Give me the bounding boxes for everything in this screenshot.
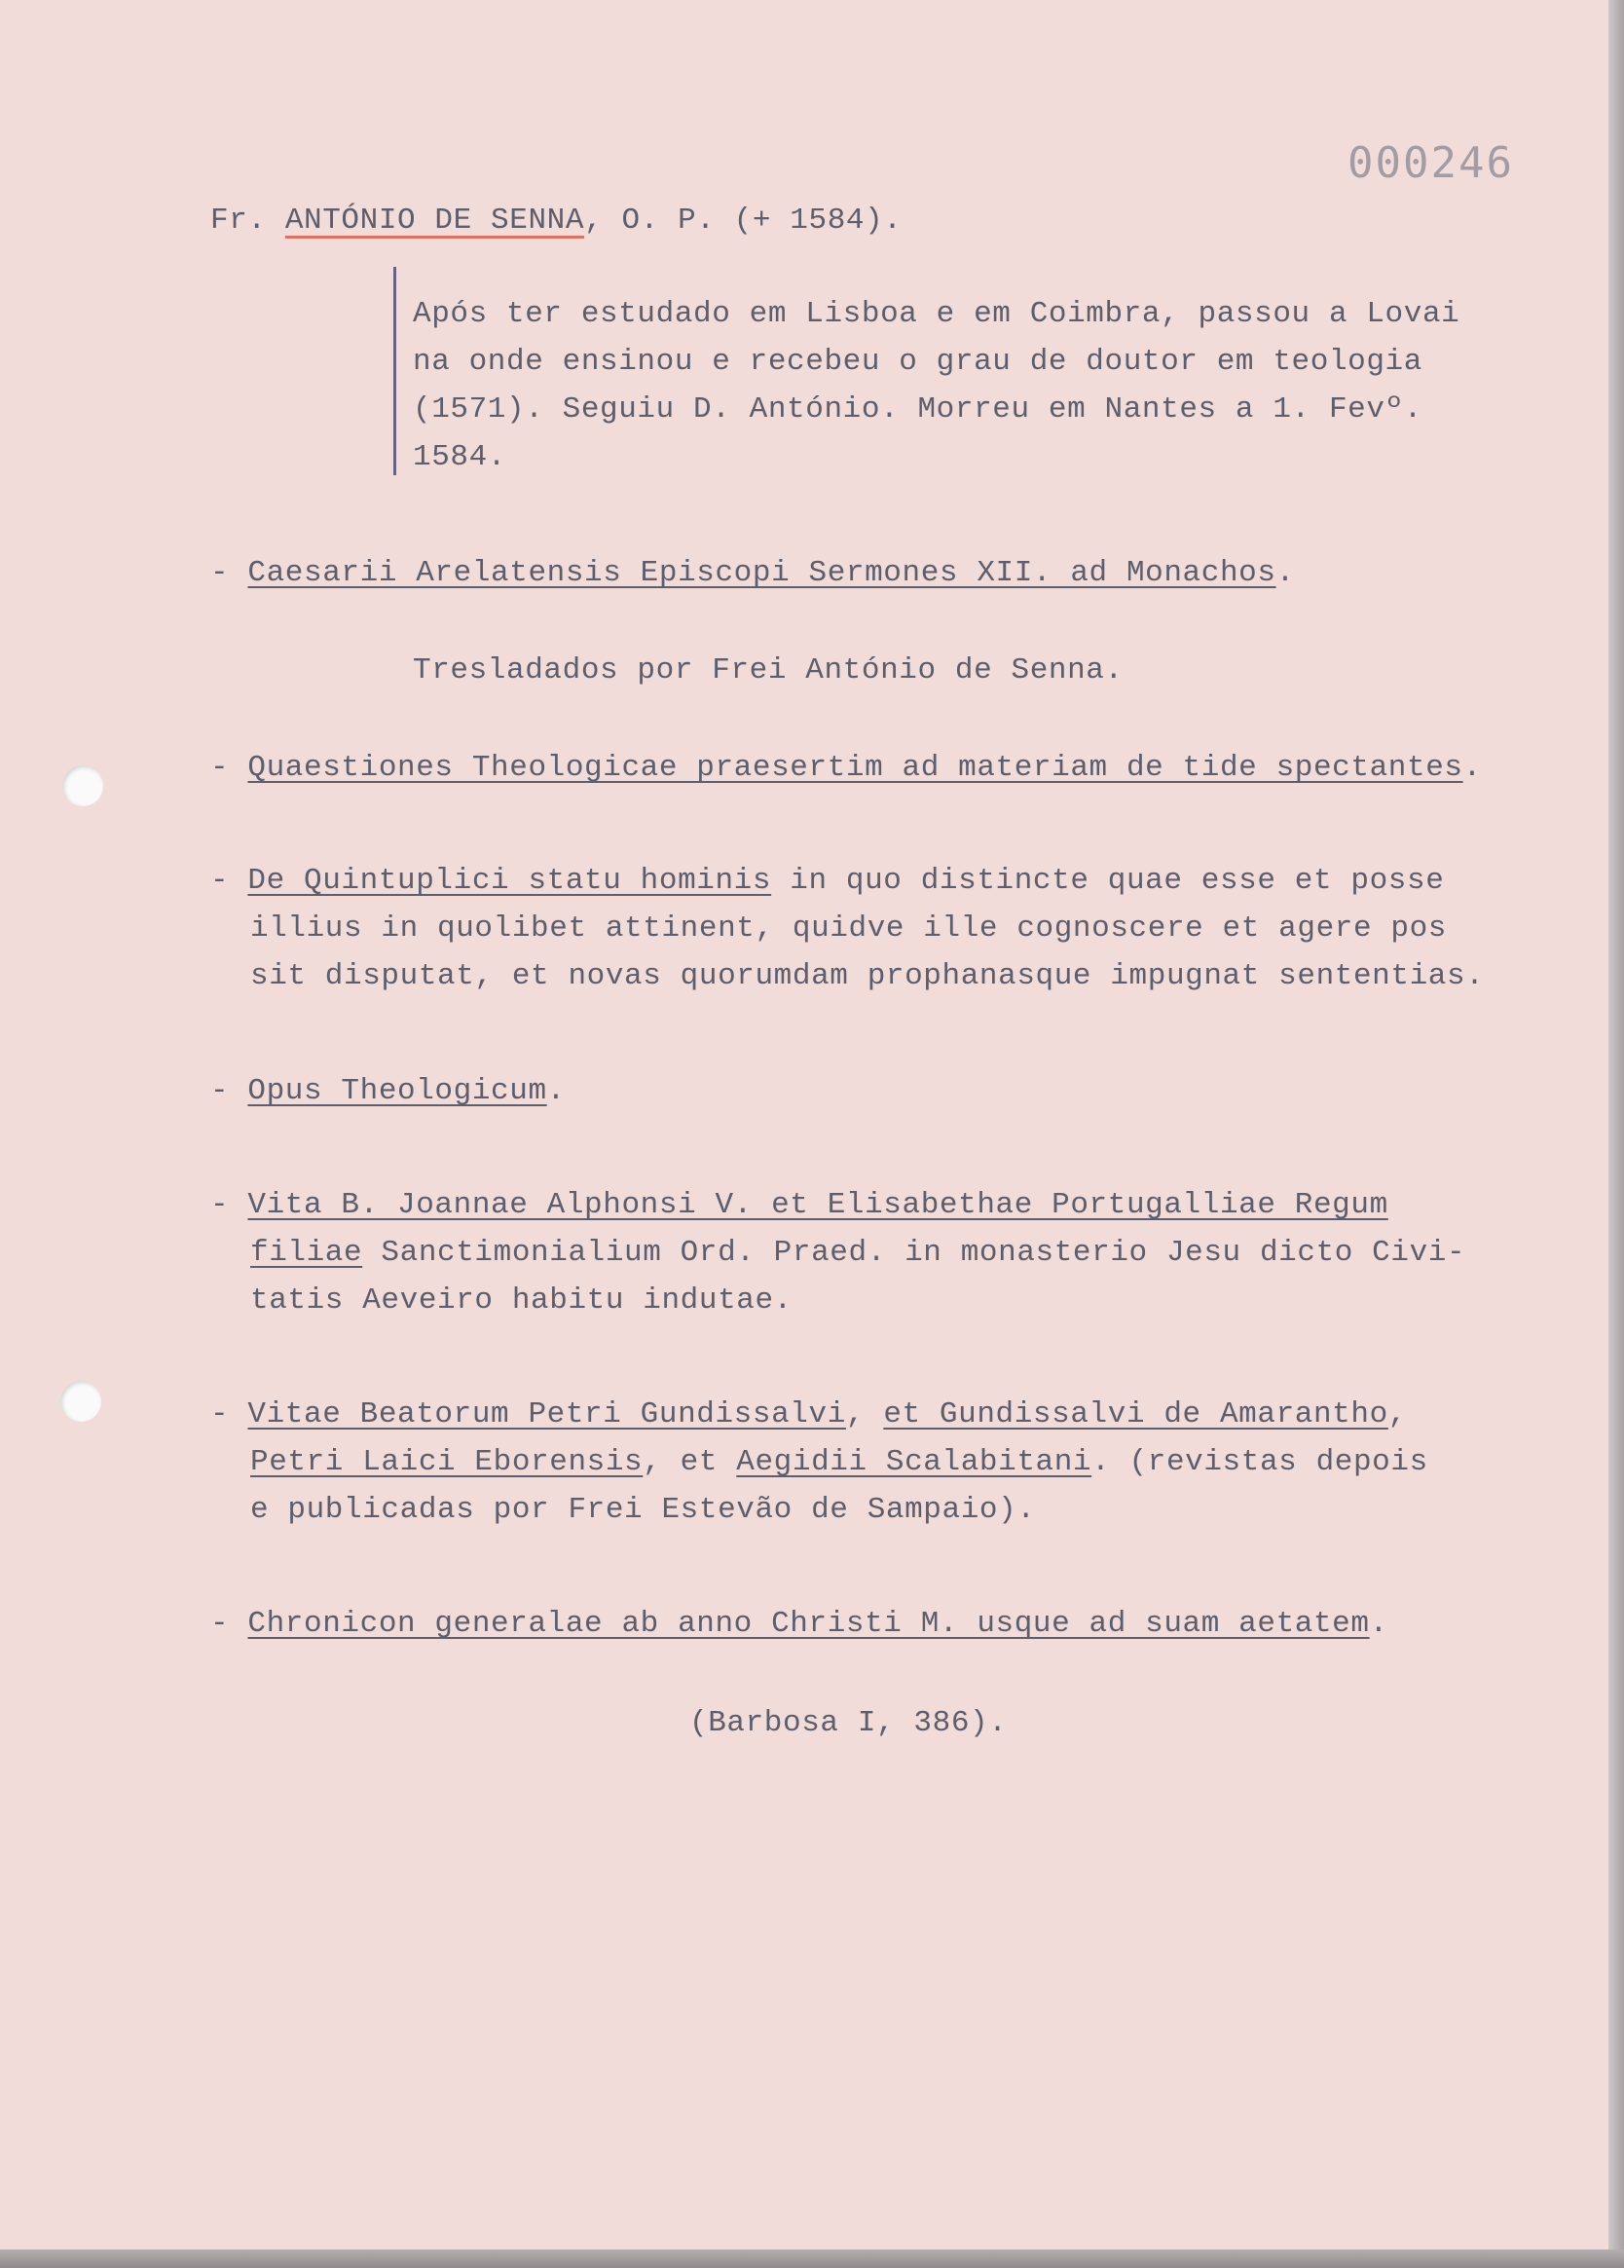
work-item bbox=[210, 744, 1482, 792]
work-item bbox=[210, 1391, 1407, 1438]
work-title: Caesarii Arelatensis Episcopi Sermones XII. ad Monachos bbox=[247, 556, 1276, 590]
work-punct: . bbox=[1275, 556, 1295, 590]
work-title: Vitae Beatorum Petri Gundissalvi bbox=[247, 1397, 846, 1431]
entry-header bbox=[210, 197, 903, 244]
list-dash: - bbox=[210, 1074, 248, 1108]
punch-hole bbox=[62, 765, 103, 806]
work-text-line: e publicadas por Frei Estevão de Sampaio). bbox=[250, 1493, 1036, 1527]
work-punct: , et bbox=[643, 1445, 737, 1479]
work-title: Petri Laici Eborensis bbox=[250, 1445, 644, 1479]
biography-line: (1571). Seguiu D. António. Morreu em Nantes a 1. Fevº. bbox=[413, 392, 1422, 427]
biography-line: Após ter estudado em Lisboa e em Coimbra, passou a Lovai bbox=[413, 297, 1460, 331]
work-title: et Gundissalvi de Amarantho bbox=[883, 1397, 1388, 1431]
work-item bbox=[210, 549, 1295, 597]
biography-line: 1584. bbox=[413, 440, 507, 474]
work-title: Aegidii Scalabitani bbox=[736, 1445, 1092, 1479]
work-punct: , bbox=[845, 1397, 884, 1431]
work-title: Vita B. Joannae Alphonsi V. et Elisabethae Portugalliae Regum bbox=[247, 1188, 1388, 1222]
work-title: De Quintuplici statu hominis bbox=[247, 864, 772, 898]
margin-bar bbox=[393, 267, 396, 475]
source-citation: (Barbosa I, 386). bbox=[689, 1706, 1008, 1740]
work-text: in quo distincte quae esse et posse bbox=[771, 864, 1445, 898]
punch-hole bbox=[60, 1381, 101, 1422]
work-title: Opus Theologicum bbox=[247, 1074, 547, 1108]
work-title: Chronicon generalae ab anno Christi M. usque ad suam aetatem bbox=[247, 1607, 1370, 1641]
work-text-line bbox=[250, 1229, 1465, 1277]
work-title: Quaestiones Theologicae praesertim ad materiam de tide spectantes bbox=[247, 751, 1463, 785]
work-punct: . bbox=[546, 1074, 566, 1108]
header-prefix: Fr. bbox=[210, 204, 285, 238]
page-edge-right bbox=[1608, 0, 1624, 2268]
work-text-line bbox=[250, 1438, 1428, 1486]
page-edge-bottom bbox=[0, 2249, 1624, 2268]
header-suffix: , O. P. (+ 1584). bbox=[584, 204, 903, 238]
work-item bbox=[210, 857, 1444, 905]
work-title-cont: filiae bbox=[250, 1236, 363, 1270]
biography-line: na onde ensinou e recebeu o grau de doutor em teologia bbox=[413, 345, 1422, 379]
work-punct: . bbox=[1369, 1607, 1388, 1641]
list-dash: - bbox=[210, 751, 248, 785]
work-text: Sanctimonialium Ord. Praed. in monasterio Jesu dicto Civi- bbox=[362, 1236, 1466, 1270]
work-punct: , bbox=[1387, 1397, 1407, 1431]
list-dash: - bbox=[210, 1607, 248, 1641]
list-dash: - bbox=[210, 556, 248, 590]
author-name: ANTÓNIO DE SENNA bbox=[284, 204, 585, 238]
list-dash: - bbox=[210, 1397, 248, 1431]
work-note: Tresladados por Frei António de Senna. bbox=[413, 653, 1124, 688]
work-item bbox=[210, 1181, 1388, 1229]
work-punct: . bbox=[1462, 751, 1482, 785]
list-dash: - bbox=[210, 864, 248, 898]
work-item bbox=[210, 1067, 566, 1115]
list-dash: - bbox=[210, 1188, 248, 1222]
archive-stamp-number: 000246 bbox=[1347, 138, 1514, 188]
work-item bbox=[210, 1600, 1388, 1648]
work-text-line: tatis Aeveiro habitu indutae. bbox=[250, 1283, 793, 1318]
work-text-line: sit disputat, et novas quorumdam prophanasque impugnat sententias. bbox=[250, 959, 1485, 993]
work-text-line: illius in quolibet attinent, quidve ille cognoscere et agere pos bbox=[250, 911, 1447, 946]
work-text: . (revistas depois bbox=[1091, 1445, 1428, 1479]
